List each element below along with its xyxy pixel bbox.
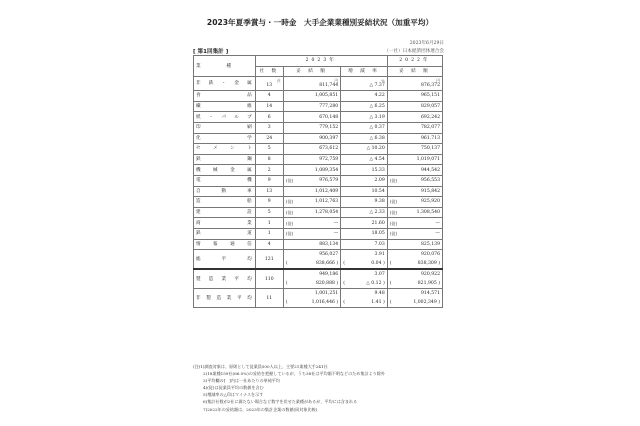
employee-avg-mark: (従): [389, 178, 398, 184]
organization: （一社）日本経済団体連合会: [384, 49, 444, 54]
footnotes: [193, 363, 385, 413]
page-title: 2023年夏季賞与・一時金 大手企業業種別妥結状況（加重平均）: [206, 18, 434, 27]
industry-name: 非鉄・金属: [194, 77, 256, 91]
change-rate-simple-avg: ( 1.41 ): [343, 300, 385, 306]
amount-2022-value: 925,920: [421, 199, 440, 205]
industry-name: 紙・パルプ: [194, 112, 256, 123]
amount-2022-value: 692,242: [421, 114, 440, 120]
change-rate: 10.54: [341, 186, 388, 197]
change-rate: △ 4.54: [341, 154, 388, 165]
table-row: [194, 154, 443, 165]
change-rate-main: 9.48: [374, 291, 385, 297]
amount-2023: [283, 165, 340, 176]
amount-2022-value: —: [435, 231, 440, 237]
amount-2022: [387, 228, 442, 239]
company-count: 4: [255, 239, 283, 250]
footnote: 5)増減率の△印はマイナスを示す: [203, 392, 264, 398]
amount-2022: [387, 250, 442, 270]
table-row: [194, 133, 443, 144]
total-row: [194, 250, 443, 270]
header-industry: 業 種: [194, 56, 256, 77]
company-count: 8: [255, 154, 283, 165]
table-row: [194, 122, 443, 133]
company-count: 5: [255, 144, 283, 155]
amount-2022: [387, 218, 442, 229]
amount-2022: [387, 144, 442, 155]
employee-avg-mark: (従): [389, 199, 398, 205]
amount-2022-value: 1,019,071: [416, 157, 440, 163]
amount-2023-value: 777,280: [319, 104, 339, 110]
amount-2022: [387, 239, 442, 250]
amount-2023: [283, 269, 340, 289]
amount-2023: [283, 250, 340, 270]
header-rate: 増 減 率: [341, 66, 388, 77]
amount-2022-value: 750,137: [421, 146, 440, 152]
table-row: [194, 228, 443, 239]
amount-2022-main: 920,922: [421, 272, 440, 278]
industry-name: 非製造業平均: [194, 289, 256, 308]
amount-2022: [387, 77, 442, 91]
company-count: 9: [255, 197, 283, 208]
amount-2022: [387, 186, 442, 197]
company-count: 110: [255, 269, 283, 289]
change-rate-simple-avg: ( 0.04 ): [343, 261, 385, 267]
amount-2022-simple-avg: ( 821,905 ): [389, 281, 440, 287]
industry-name: 建設: [194, 207, 256, 218]
company-count: 14: [255, 101, 283, 112]
amount-2022-value: 956,553: [421, 178, 440, 184]
amount-2022: [387, 133, 442, 144]
change-rate: 18.05: [341, 228, 388, 239]
nonmanufacturing-rows: [194, 207, 443, 249]
amount-2023: [283, 154, 340, 165]
amount-2022: [387, 289, 442, 308]
table-row: [194, 197, 443, 208]
company-count: 6: [255, 112, 283, 123]
table-row: [194, 175, 443, 186]
employee-avg-mark: (従): [389, 210, 398, 216]
industry-name: 機械金属: [194, 165, 256, 176]
industry-name: 電機: [194, 175, 256, 186]
footnote: (注)1)調査対象は、原則として従業員500人以上、主要21業種大手241社: [193, 364, 328, 369]
unit-yen: 円: [334, 78, 339, 84]
amount-2023-main: 949,186: [319, 272, 339, 278]
table-row: [194, 218, 443, 229]
amount-2022: [387, 154, 442, 165]
amount-2022: [387, 91, 442, 102]
table-row: [194, 101, 443, 112]
industry-name: 総 平 均: [194, 250, 256, 270]
nonmfg-avg-row: [194, 289, 443, 308]
table-row: [194, 112, 443, 123]
amount-2022: [387, 197, 442, 208]
company-count: 社 13: [255, 77, 283, 91]
amount-2023-value: 670,148: [319, 114, 339, 120]
amount-2022-value: 782,077: [421, 125, 440, 131]
industry-name: 情報通信: [194, 239, 256, 250]
manufacturing-rows: [194, 77, 443, 208]
amount-2022-value: 961,713: [421, 135, 440, 141]
amount-2023-value: 976,579: [319, 178, 339, 184]
change-rate: % △ 7.37: [341, 77, 388, 91]
change-rate: △ 6.38: [341, 133, 388, 144]
company-count: 9: [255, 175, 283, 186]
employee-avg-mark: (従): [285, 199, 294, 205]
change-rate: △ 6.25: [341, 101, 388, 112]
table-row: [194, 165, 443, 176]
change-rate: △ 0.37: [341, 122, 388, 133]
change-rate: [341, 289, 388, 308]
company-count: 1: [255, 218, 283, 229]
report-date: 2023年6月29日: [409, 41, 444, 46]
employee-avg-mark: (従): [285, 210, 294, 216]
amount-2023: [283, 133, 340, 144]
header-2023: 2023年: [255, 56, 387, 67]
amount-2023: [283, 175, 340, 186]
company-count: 3: [255, 122, 283, 133]
change-rate: △ 2.33: [341, 207, 388, 218]
amount-2022-simple-avg: ( 838,309 ): [389, 261, 440, 267]
change-rate: △ 3.19: [341, 112, 388, 123]
amount-2022-value: 965,151: [421, 93, 440, 99]
table-row: [194, 186, 443, 197]
footnote: 4)(従)は従業員平均の数値を含む: [203, 385, 264, 391]
industry-name: 食品: [194, 91, 256, 102]
employee-avg-mark: (従): [285, 231, 294, 237]
employee-avg-mark: (従): [285, 178, 294, 184]
amount-2023: [283, 207, 340, 218]
amount-2022: [387, 175, 442, 186]
amount-2023-value: —: [333, 220, 339, 226]
amount-2022-value: 825,139: [421, 241, 440, 247]
change-rate-simple-avg: ( △ 0.12 ): [343, 281, 385, 287]
amount-2022-value: 1,308,540: [416, 210, 440, 216]
industry-name: 化学: [194, 133, 256, 144]
table-row: [194, 207, 443, 218]
amount-2023: [283, 144, 340, 155]
footnote: 6)集計社数が2社に満たない場合など数字を伏せた業種があるが、平均には含まれる: [203, 399, 358, 405]
company-count: 1: [255, 228, 283, 239]
header-companies: 社 数: [255, 66, 283, 77]
amount-2023: [283, 289, 340, 308]
amount-2022-value: 915,842: [421, 188, 440, 194]
industry-name: セメント: [194, 144, 256, 155]
amount-2023-value: 1,089,354: [314, 167, 339, 173]
change-rate: 4.22: [341, 91, 388, 102]
amount-2023: [283, 112, 340, 123]
change-rate-main: 3.91: [374, 252, 385, 258]
company-count: 24: [255, 133, 283, 144]
amount-2022-value: —: [435, 220, 440, 226]
company-count: 11: [255, 289, 283, 308]
amount-2023-value: 972,759: [319, 157, 339, 163]
amount-2023-simple-avg: ( 820,888 ): [285, 281, 339, 287]
industry-name: 印刷: [194, 122, 256, 133]
industry-name: 鉄道: [194, 228, 256, 239]
footnote: 7)2022年の妥結額は、2023年の集計企業の数値(同対象比較): [203, 406, 318, 412]
table-row: [194, 144, 443, 155]
company-count: 2: [255, 165, 283, 176]
table-row: [194, 77, 443, 91]
change-rate: [341, 269, 388, 289]
amount-2022: [387, 207, 442, 218]
amount-2022: [387, 101, 442, 112]
industry-name: 造船: [194, 197, 256, 208]
amount-2023-simple-avg: ( 838,666 ): [285, 261, 339, 267]
amount-2023-main: 1,001,251: [314, 291, 339, 297]
amount-2023: [283, 77, 340, 91]
amount-2023: [283, 218, 340, 229]
amount-2023: [283, 101, 340, 112]
company-count: 4: [255, 91, 283, 102]
amount-2022-main: 914,571: [421, 291, 440, 297]
company-count: 121: [255, 250, 283, 270]
amount-2022-simple-avg: ( 1,002,349 ): [389, 300, 440, 306]
industry-name: 商業: [194, 218, 256, 229]
amount-2022: [387, 165, 442, 176]
change-rate-main: 3.07: [374, 272, 385, 278]
bonus-table: [193, 55, 443, 308]
average-rows: [194, 250, 443, 308]
amount-2023-value: 900,397: [319, 135, 339, 141]
amount-2023-main: 956,027: [319, 252, 339, 258]
header-amount-2022: 妥 結 額: [387, 66, 442, 77]
change-rate: 15.33: [341, 165, 388, 176]
amount-2023-simple-avg: ( 1,016,446 ): [285, 300, 339, 306]
amount-2023-value: 883,134: [319, 241, 339, 247]
industry-name: 繊維: [194, 101, 256, 112]
amount-2023-value: 811,744: [319, 83, 339, 89]
industry-name: 自動車: [194, 186, 256, 197]
change-rate: △ 10.20: [341, 144, 388, 155]
unit-companies: 社: [277, 78, 281, 84]
amount-2022: [387, 122, 442, 133]
footnote: 3)平均欄の[ ]内は一社あたりの単純平均: [203, 378, 280, 384]
amount-2023: [283, 239, 340, 250]
amount-2023-value: 1,278,054: [314, 210, 339, 216]
footnote: 2)18業種159社(66.0%)の妥結を把握しているが、うち38社は平均額不明などのため集計より除外: [203, 371, 385, 377]
amount-2023: [283, 197, 340, 208]
industry-name: 製造業平均: [194, 269, 256, 289]
header-2022: 2022年: [387, 56, 442, 67]
employee-avg-mark: (従): [285, 220, 294, 226]
amount-2023: [283, 122, 340, 133]
header-amount: 妥 結 額: [283, 66, 340, 77]
company-count: 5: [255, 207, 283, 218]
amount-2023: [283, 91, 340, 102]
amount-2022: [387, 112, 442, 123]
amount-2023: [283, 186, 340, 197]
amount-2022-main: 920,076: [421, 252, 440, 258]
change-rate: 21.60: [341, 218, 388, 229]
unit-yen: 円: [436, 78, 440, 84]
change-rate: 9.38: [341, 197, 388, 208]
amount-2023-value: 1,012,763: [314, 199, 339, 205]
section-label: [ 第1回集計 ]: [193, 49, 229, 55]
change-rate: 7.03: [341, 239, 388, 250]
employee-avg-mark: (従): [389, 231, 398, 237]
amount-2022: [387, 269, 442, 289]
amount-2023: [283, 228, 340, 239]
company-count: 13: [255, 186, 283, 197]
change-rate: [341, 250, 388, 270]
mfg-avg-row: [194, 269, 443, 289]
industry-name: 鉄鋼: [194, 154, 256, 165]
amount-2022-value: 876,372: [421, 83, 440, 89]
employee-avg-mark: (従): [389, 220, 398, 226]
change-rate: 2.09: [341, 175, 388, 186]
amount-2023-value: —: [333, 231, 339, 237]
amount-2023-value: 1,012,409: [314, 188, 339, 194]
amount-2023-value: 673,612: [319, 146, 339, 152]
unit-percent: %: [381, 78, 385, 84]
amount-2023-value: 1,005,851: [314, 93, 339, 99]
amount-2023-value: 779,152: [319, 125, 339, 131]
table-row: [194, 239, 443, 250]
amount-2022-value: 829,057: [421, 104, 440, 110]
table-row: [194, 91, 443, 102]
amount-2022-value: 944,542: [421, 167, 440, 173]
